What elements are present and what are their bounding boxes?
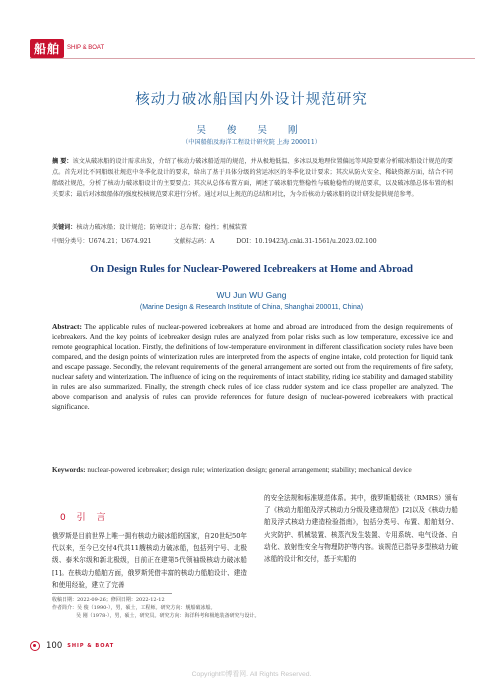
ship-wheel-icon [30,641,40,651]
keywords-en-label: Keywords: [52,466,86,474]
affiliation: （中国船舶及海洋工程设计研究院 上海 200011） [182,139,321,146]
keywords-en [52,465,453,475]
footnotes [52,596,462,620]
logo-main-text: 船舶 [30,39,64,58]
page-number: 100 [46,641,63,651]
english-affiliation: (Marine Design & Research Institute of China, Shanghai 200011, China) [139,304,364,311]
keywords-cn-label: 关键词： [52,224,77,231]
keywords-en-text: nuclear-powered icebreaker; design rule; winterization design; general arrangement; stability; mechanical device [87,466,412,474]
body-left-column: 俄罗斯是目前世界上唯一拥有核动力破冰船的国家，自20世纪50年代以来，至今已交付4代共11艘核动力破冰船，包括列宁号、北极级、泰米尔级和新北极级，目前正在建第5代领袖级核动力破冰船[1]。在核动力船舶方面，俄罗斯凭借丰富的核动力船舶设计、建造和使用经验，建立了完善 [52,532,247,589]
abstract-en-label: Abstract: [52,322,82,331]
english-authors: WU Jun WU Gang [216,290,287,300]
footnote-divider [52,593,172,594]
body-right-column: 的安全法规和标准规范体系。其中，俄罗斯船级社（RMRS）颁布了《核动力船舶及浮式核动力分级及建造规范》[2]以及《核动力船舶及浮式核动力建造检验指南》，包括分类号、布置、船舶划分、火灾防护、机械装置、核蒸汽发生装置、专用系统、电气设备、自动化、放射性安全与物理防护等内容。该规范已指导多型核动力破冰船的设计和交付，基于实船的 [264,494,458,564]
abstract-en [52,322,453,412]
keywords-cn-text: 核动力破冰船；设计规范；防寒设计；总布置；稳性；机械装置 [76,224,247,231]
logo-sub-text: SHIP & BOAT [67,44,105,51]
section-heading: 0 引 言 [60,513,110,523]
english-title: On Design Rules for Nuclear-Powered Icebreakers at Home and Abroad [90,264,413,275]
footnote-dates: 收稿日期：2022-09-26；修回日期：2022-12-12 [52,597,165,603]
abstract-en-text: The applicable rules of nuclear-powered icebreakers at home and abroad are introduced from the design requirements of icebreakers. And the key points of icebreaker design rules are analyzed from polar risks such as low temperature, excessive ice and remote geographical location. Firstly, the definitions of low-temperature environment in different classification society rules have been compared, and the design points of winterization rules are interpreted from the aspects of engine intake, cold protection for liquid tank and escape passage. Secondly, the relevant requirements of the general arrangement are sorted out from the requirements of fire safety, nuclear safety and winterization. The influence of icing on the requirements of intact stability, riding ice stability and damaged stability in rules are also summarized. Finally, the strength check rules of ice class rudder system and ice class propeller are analyzed. The above comparison and analysis of rules can provide references for future design of nuclear-powered icebreakers with practical significance. [52,322,453,411]
abstract-cn [52,156,453,200]
doi: DOI：10.19423/j.cnki.31-1561/u.2023.02.100 [236,238,377,245]
journal-logo [30,40,104,56]
classification-row [52,236,453,245]
clc-number: 中图分类号：U674.21；U674.921 [52,238,152,245]
footer-journal-name: SHIP & BOAT [67,643,115,649]
footnote-author2: 吴 刚（1978-），男，硕士，研究员。研究方向：海洋科考和极地装备研究与设计。 [76,613,260,619]
header-divider [30,58,475,59]
document-code: 文献标志码：A [173,238,215,245]
paper-title: 核动力破冰船国内外设计规范研究 [135,92,368,108]
authors: 吴 俊 吴 刚 [196,125,307,136]
footnote-author1: 作者简介：吴 俊（1990-），男，硕士，工程师。研究方向：舰船破冰船。 [52,605,216,611]
page-footer [30,641,114,651]
copyright-watermark: Copyright©博看网. All Rights Reserved. [191,671,312,678]
abstract-cn-label: 摘 要： [52,158,73,165]
keywords-cn [52,222,453,231]
abstract-cn-text: 该文从破冰船的设计需求出发，介绍了核动力破冰船适用的规范，并从极地低温、多冰以及地理位置偏远等风险要素分析破冰船设计规范的要点。首先对比不同船级社规范中冬季化设计的要求，给出了基于具体分级的营运冰区的冬季化设计要求；其次从防火安全、稀缺资源方面，结合不同船级社规范，分析了核动力破冰船设计的主要要点；其次从总体布置方面，阐述了破冰船完整稳性与破舱稳性的规范要求，以及破冰船总体布置的相关要求；最后对冰级船体的强度校核规范要求进行分析。通过对以上规范的总结和对比，为今后核动力破冰船的设计研发提供规范参考。 [52,158,453,198]
